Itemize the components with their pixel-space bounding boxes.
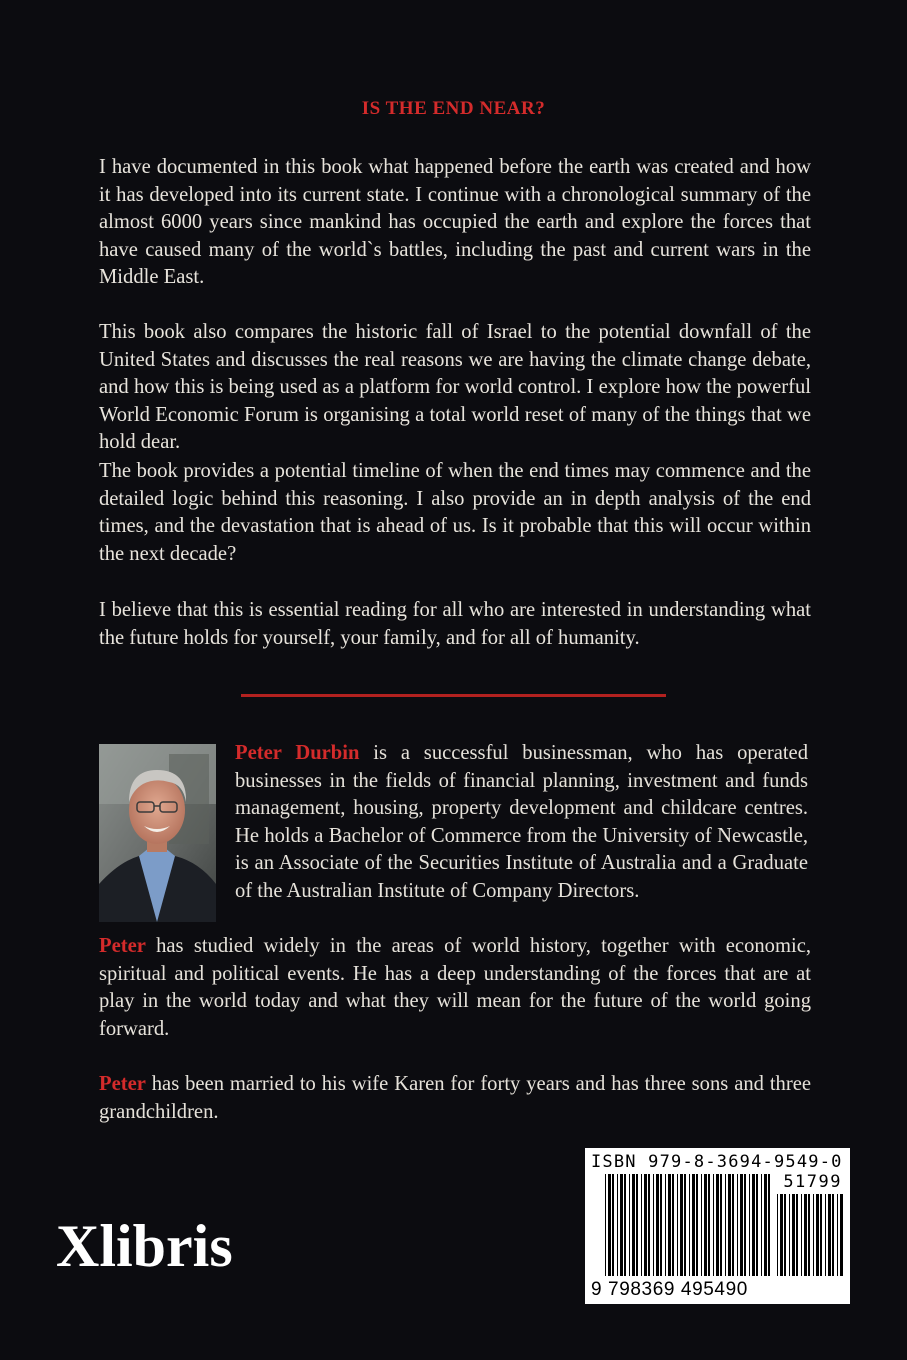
blurb-paragraph-1: I have documented in this book what happened before the earth was created and how it has developed into its current state. I continue with a chronological summary of the almost 6000 years since mankind has occupied the earth and explore the forces that have caused many of the world`s battles, including the past and current wars in the Middle East. (99, 156, 811, 289)
barcode-bar (608, 1174, 611, 1276)
barcode-bar (768, 1174, 770, 1276)
barcode-bar (804, 1194, 807, 1276)
barcode-bar (704, 1174, 707, 1276)
barcode-bar (752, 1174, 755, 1276)
barcode-bar (612, 1174, 614, 1276)
barcode-bar (696, 1174, 698, 1276)
barcode-bar (644, 1174, 647, 1276)
author-bio-paragraph-1 (235, 740, 808, 906)
price-code: 51799 (783, 1172, 842, 1192)
barcode-bar (692, 1174, 695, 1276)
barcode-bar (648, 1174, 650, 1276)
barcode-bar (756, 1174, 758, 1276)
isbn-barcode (585, 1148, 850, 1304)
barcode-bar (641, 1174, 642, 1276)
barcode-bar (808, 1194, 810, 1276)
barcode-bar (816, 1194, 819, 1276)
barcode-bar (728, 1174, 731, 1276)
barcode-bar (629, 1174, 630, 1276)
barcode-bar (660, 1174, 662, 1276)
barcode-bar (701, 1174, 702, 1276)
barcode-bar (801, 1194, 802, 1276)
author-bio-text-3: has been married to his wife Karen for forty years and has three sons and three grandchildren. (99, 1073, 811, 1123)
blurb-paragraph-2: This book also compares the historic fall of Israel to the potential downfall of the United States and discusses the real reasons we are having the climate change debate, and how this is being used as a platform for world control. I explore how the powerful World Economic Forum is organising a total world reset of many of the things that we hold dear. (99, 321, 811, 454)
barcode-bar (761, 1174, 762, 1276)
barcode-bar (832, 1194, 834, 1276)
barcode-bar (605, 1174, 606, 1276)
barcode-bar (825, 1194, 826, 1276)
barcode-bar (732, 1174, 734, 1276)
barcode-bar (725, 1174, 726, 1276)
barcode-bar (716, 1174, 719, 1276)
barcode-bar (708, 1174, 710, 1276)
barcode-bar (792, 1194, 795, 1276)
divider-line (241, 694, 666, 697)
barcode-bar (720, 1174, 722, 1276)
author-name: Peter Durbin (235, 742, 360, 764)
author-portrait-image (99, 744, 216, 922)
barcode-bar (828, 1194, 831, 1276)
barcode-bar (780, 1194, 783, 1276)
barcode-bar (813, 1194, 814, 1276)
barcode-bar (620, 1174, 623, 1276)
barcode-bar (837, 1194, 838, 1276)
barcode-bar (777, 1194, 778, 1276)
publisher-logo: Xlibris (56, 1213, 233, 1279)
barcode-bar (684, 1174, 686, 1276)
barcode-bar (624, 1174, 626, 1276)
barcode-bar (789, 1194, 790, 1276)
barcode-bar (653, 1174, 654, 1276)
barcode-bar (744, 1174, 746, 1276)
barcode-bar (713, 1174, 714, 1276)
ean-digits: 9 798369 495490 (591, 1279, 748, 1300)
barcode-bar (632, 1174, 635, 1276)
barcode-bar (677, 1174, 678, 1276)
barcode-bar (740, 1174, 743, 1276)
barcode-bar (840, 1194, 843, 1276)
isbn-text: ISBN 979-8-3694-9549-0 (591, 1152, 843, 1172)
blurb-paragraph-4: I believe that this is essential reading for all who are interested in understanding what the future holds for yourself, your family, and for all of humanity. (99, 599, 811, 649)
blurb-paragraph-3: The book provides a potential timeline of when the end times may commence and the detailed logic behind this reasoning. I also provide an in depth analysis of the end times, and the devastation that is ahead of us. Is it probable that this will occur within the next decade? (99, 460, 811, 565)
author-photo (99, 744, 216, 922)
author-bio-text-2: has studied widely in the areas of world history, together with economic, spiritual and political events. He has a deep understanding of the forces that are at play in the world today and what they will mean for the future of the world going forward. (99, 935, 811, 1040)
barcode-bar (749, 1174, 750, 1276)
barcode-bar (668, 1174, 671, 1276)
barcode-bar (796, 1194, 798, 1276)
barcode-bar (784, 1194, 786, 1276)
barcode-bar (665, 1174, 666, 1276)
barcode-bar (680, 1174, 683, 1276)
barcode-bar (672, 1174, 674, 1276)
barcode-bar (689, 1174, 690, 1276)
author-bio-paragraph-3 (99, 1071, 811, 1126)
barcode-bar (636, 1174, 638, 1276)
barcode-bar (764, 1174, 767, 1276)
barcode-bar (617, 1174, 618, 1276)
author-first-name: Peter (99, 935, 146, 957)
author-bio-paragraph-2 (99, 933, 811, 1043)
barcode-bar (656, 1174, 659, 1276)
author-first-name: Peter (99, 1073, 146, 1095)
heading: IS THE END NEAR? (361, 98, 546, 119)
barcode-bar (820, 1194, 822, 1276)
author-bio-text-1: is a successful businessman, who has operated businesses in the fields of financial planning, investment and funds management, housing, property development and childcare centres. He holds a Bachelor of Commerce from the University of Newcastle, is an Associate of the Securities Institute of Australia and a Graduate of the Australian Institute of Company Directors. (235, 742, 808, 902)
barcode-bar (737, 1174, 738, 1276)
